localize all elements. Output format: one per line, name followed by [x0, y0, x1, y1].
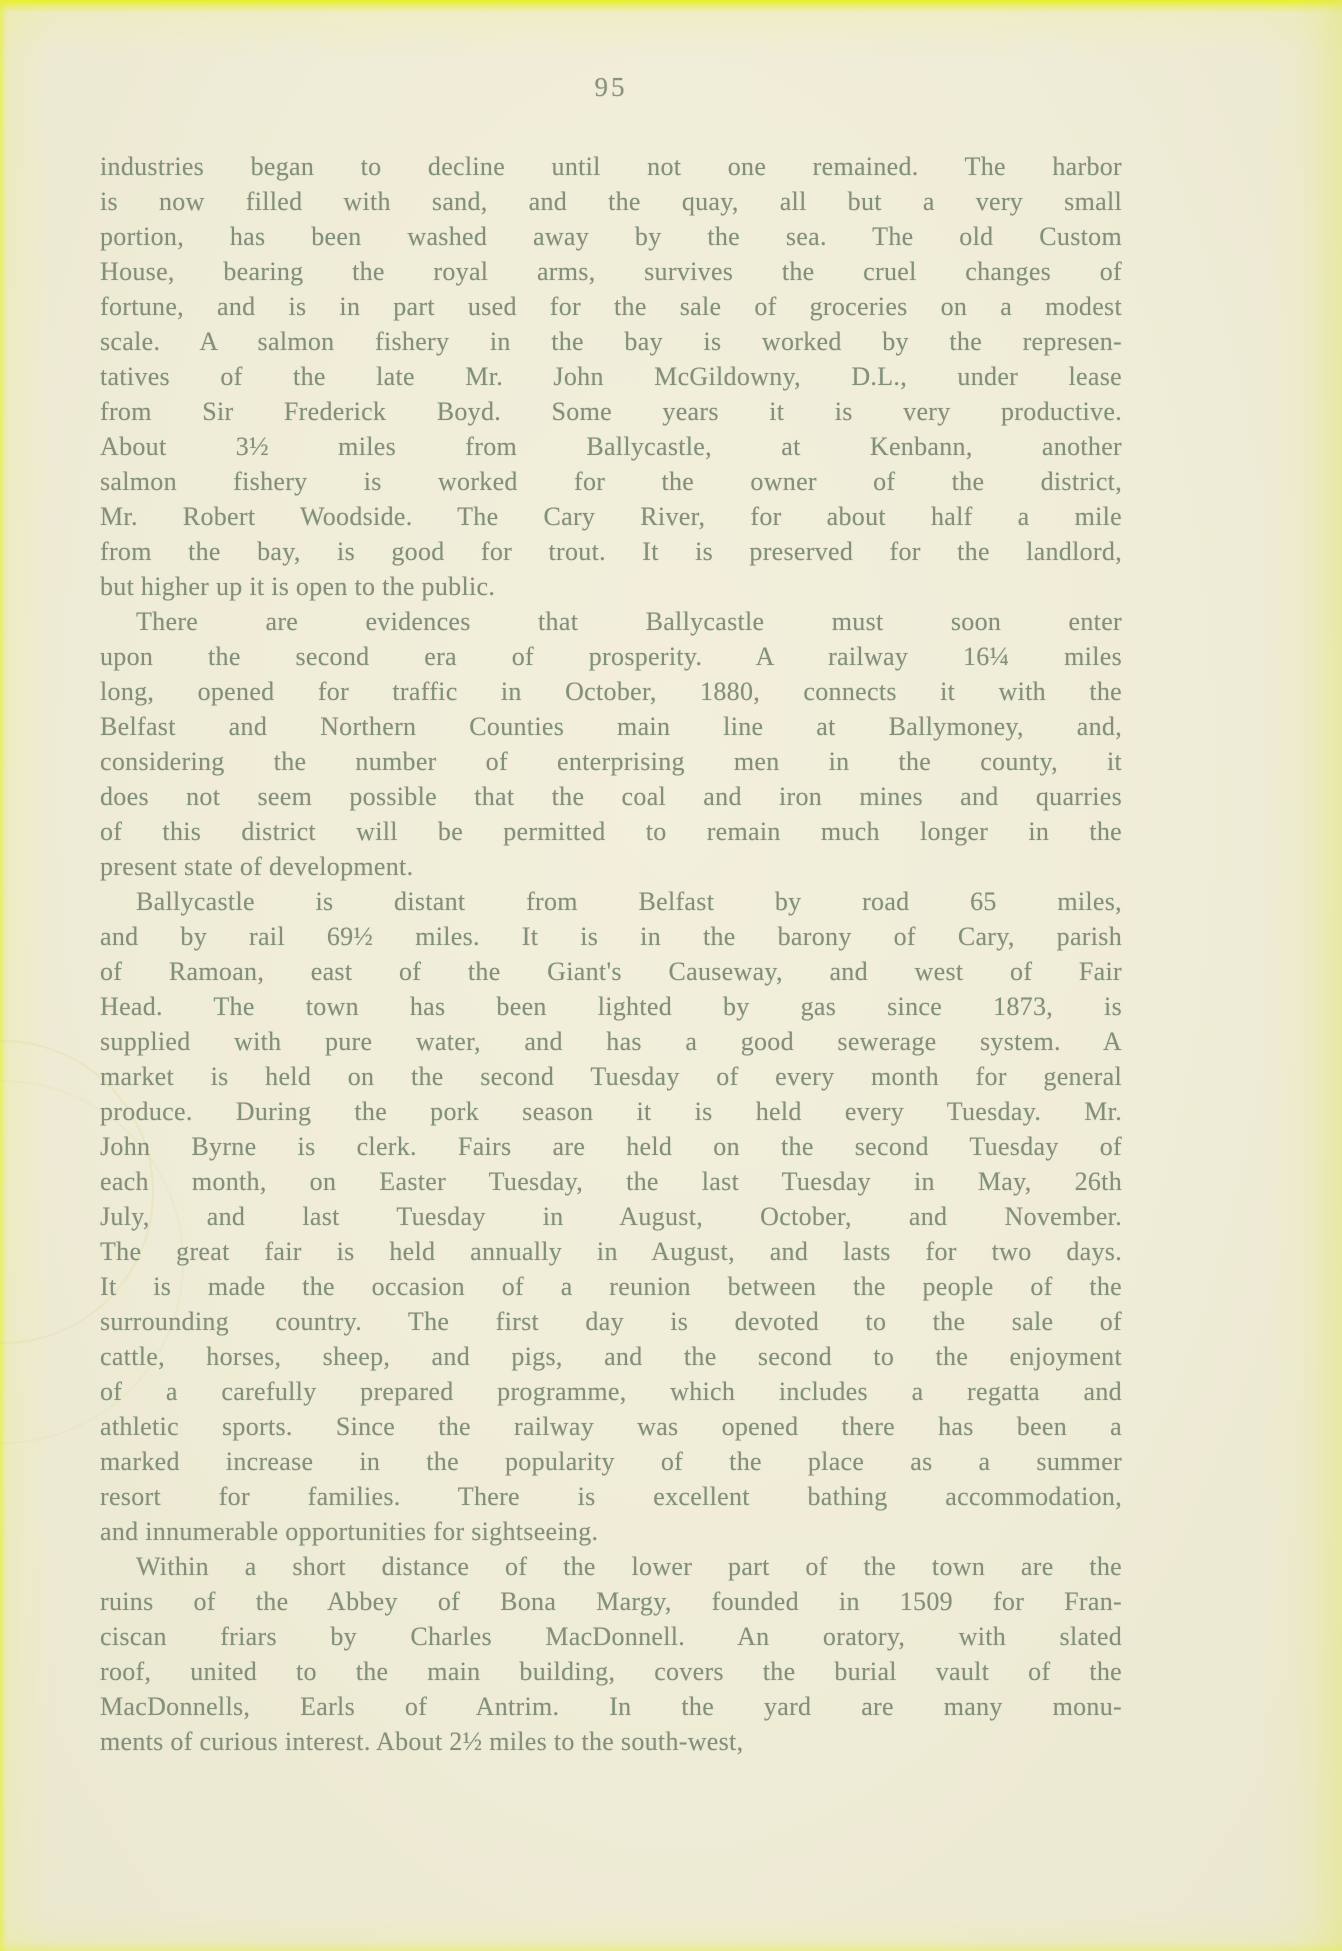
- text-line: athletic sports. Since the railway was opened there has been a: [100, 1412, 1122, 1441]
- text-line: from Sir Frederick Boyd. Some years it is very productive.: [100, 397, 1122, 426]
- text-line: John Byrne is clerk. Fairs are held on the second Tuesday of: [100, 1132, 1122, 1161]
- text-line: scale. A salmon fishery in the bay is worked by the represen-: [100, 327, 1122, 356]
- text-line: Mr. Robert Woodside. The Cary River, for about half a mile: [100, 502, 1122, 531]
- text-line: Head. The town has been lighted by gas since 1873, is: [100, 992, 1122, 1021]
- text-line: supplied with pure water, and has a good sewerage system. A: [100, 1027, 1122, 1056]
- text-line: tatives of the late Mr. John McGildowny, D.L., under lease: [100, 362, 1122, 391]
- text-line: and innumerable opportunities for sightseeing.: [100, 1517, 599, 1546]
- text-line: resort for families. There is excellent bathing accommodation,: [100, 1482, 1122, 1511]
- text-line: marked increase in the popularity of the place as a summer: [100, 1447, 1122, 1476]
- text-line: Within a short distance of the lower part of the town are the: [136, 1552, 1122, 1581]
- text-line: roof, united to the main building, covers the burial vault of the: [100, 1657, 1122, 1686]
- text-line: The great fair is held annually in August, and lasts for two days.: [100, 1237, 1122, 1266]
- text-line: considering the number of enterprising men in the county, it: [100, 747, 1122, 776]
- text-line: July, and last Tuesday in August, October, and November.: [100, 1202, 1122, 1231]
- text-line: present state of development.: [100, 852, 414, 881]
- text-line: ments of curious interest. About 2½ miles to the south-west,: [100, 1727, 744, 1756]
- text-line: of Ramoan, east of the Giant's Causeway, and west of Fair: [100, 957, 1122, 986]
- text-line: of a carefully prepared programme, which includes a regatta and: [100, 1377, 1122, 1406]
- text-line: does not seem possible that the coal and iron mines and quarries: [100, 782, 1122, 811]
- scan-edge-right: [1296, 0, 1342, 1951]
- text-line: each month, on Easter Tuesday, the last Tuesday in May, 26th: [100, 1167, 1122, 1196]
- paragraph: [100, 149, 1122, 604]
- text-line: House, bearing the royal arms, survives the cruel changes of: [100, 257, 1122, 286]
- text-line: It is made the occasion of a reunion between the people of the: [100, 1272, 1122, 1301]
- scan-edge-left: [0, 0, 9, 1951]
- text-line: Belfast and Northern Counties main line at Ballymoney, and,: [100, 712, 1122, 741]
- text-line: but higher up it is open to the public.: [100, 572, 496, 601]
- text-line: long, opened for traffic in October, 1880, connects it with the: [100, 677, 1122, 706]
- text-line: salmon fishery is worked for the owner of the district,: [100, 467, 1122, 496]
- text-line: of this district will be permitted to remain much longer in the: [100, 817, 1122, 846]
- text-line: upon the second era of prosperity. A railway 16¼ miles: [100, 642, 1122, 671]
- text-line: About 3½ miles from Ballycastle, at Kenbann, another: [100, 432, 1122, 461]
- text-body: [100, 149, 1122, 1759]
- scan-edge-bottom: [0, 1941, 1342, 1951]
- text-line: from the bay, is good for trout. It is preserved for the landlord,: [100, 537, 1122, 566]
- paragraph: [100, 884, 1122, 1549]
- text-line: surrounding country. The first day is devoted to the sale of: [100, 1307, 1122, 1336]
- text-line: and by rail 69½ miles. It is in the barony of Cary, parish: [100, 922, 1122, 951]
- text-line: industries began to decline until not one remained. The harbor: [100, 152, 1122, 181]
- text-line: ruins of the Abbey of Bona Margy, founded in 1509 for Fran-: [100, 1587, 1122, 1616]
- paragraph: [100, 1549, 1122, 1759]
- text-line: is now filled with sand, and the quay, all but a very small: [100, 187, 1122, 216]
- text-line: Ballycastle is distant from Belfast by road 65 miles,: [136, 887, 1122, 916]
- scan-edge-top: [0, 0, 1342, 13]
- text-line: fortune, and is in part used for the sale of groceries on a modest: [100, 292, 1122, 321]
- text-line: There are evidences that Ballycastle must soon enter: [136, 607, 1122, 636]
- text-line: produce. During the pork season it is held every Tuesday. Mr.: [100, 1097, 1122, 1126]
- text-line: cattle, horses, sheep, and pigs, and the second to the enjoyment: [100, 1342, 1122, 1371]
- paragraph: [100, 604, 1122, 884]
- text-line: MacDonnells, Earls of Antrim. In the yard are many monu-: [100, 1692, 1122, 1721]
- page-number: 95: [594, 72, 628, 102]
- text-line: ciscan friars by Charles MacDonnell. An oratory, with slated: [100, 1622, 1122, 1651]
- text-line: portion, has been washed away by the sea. The old Custom: [100, 222, 1122, 251]
- text-line: market is held on the second Tuesday of every month for general: [100, 1062, 1122, 1091]
